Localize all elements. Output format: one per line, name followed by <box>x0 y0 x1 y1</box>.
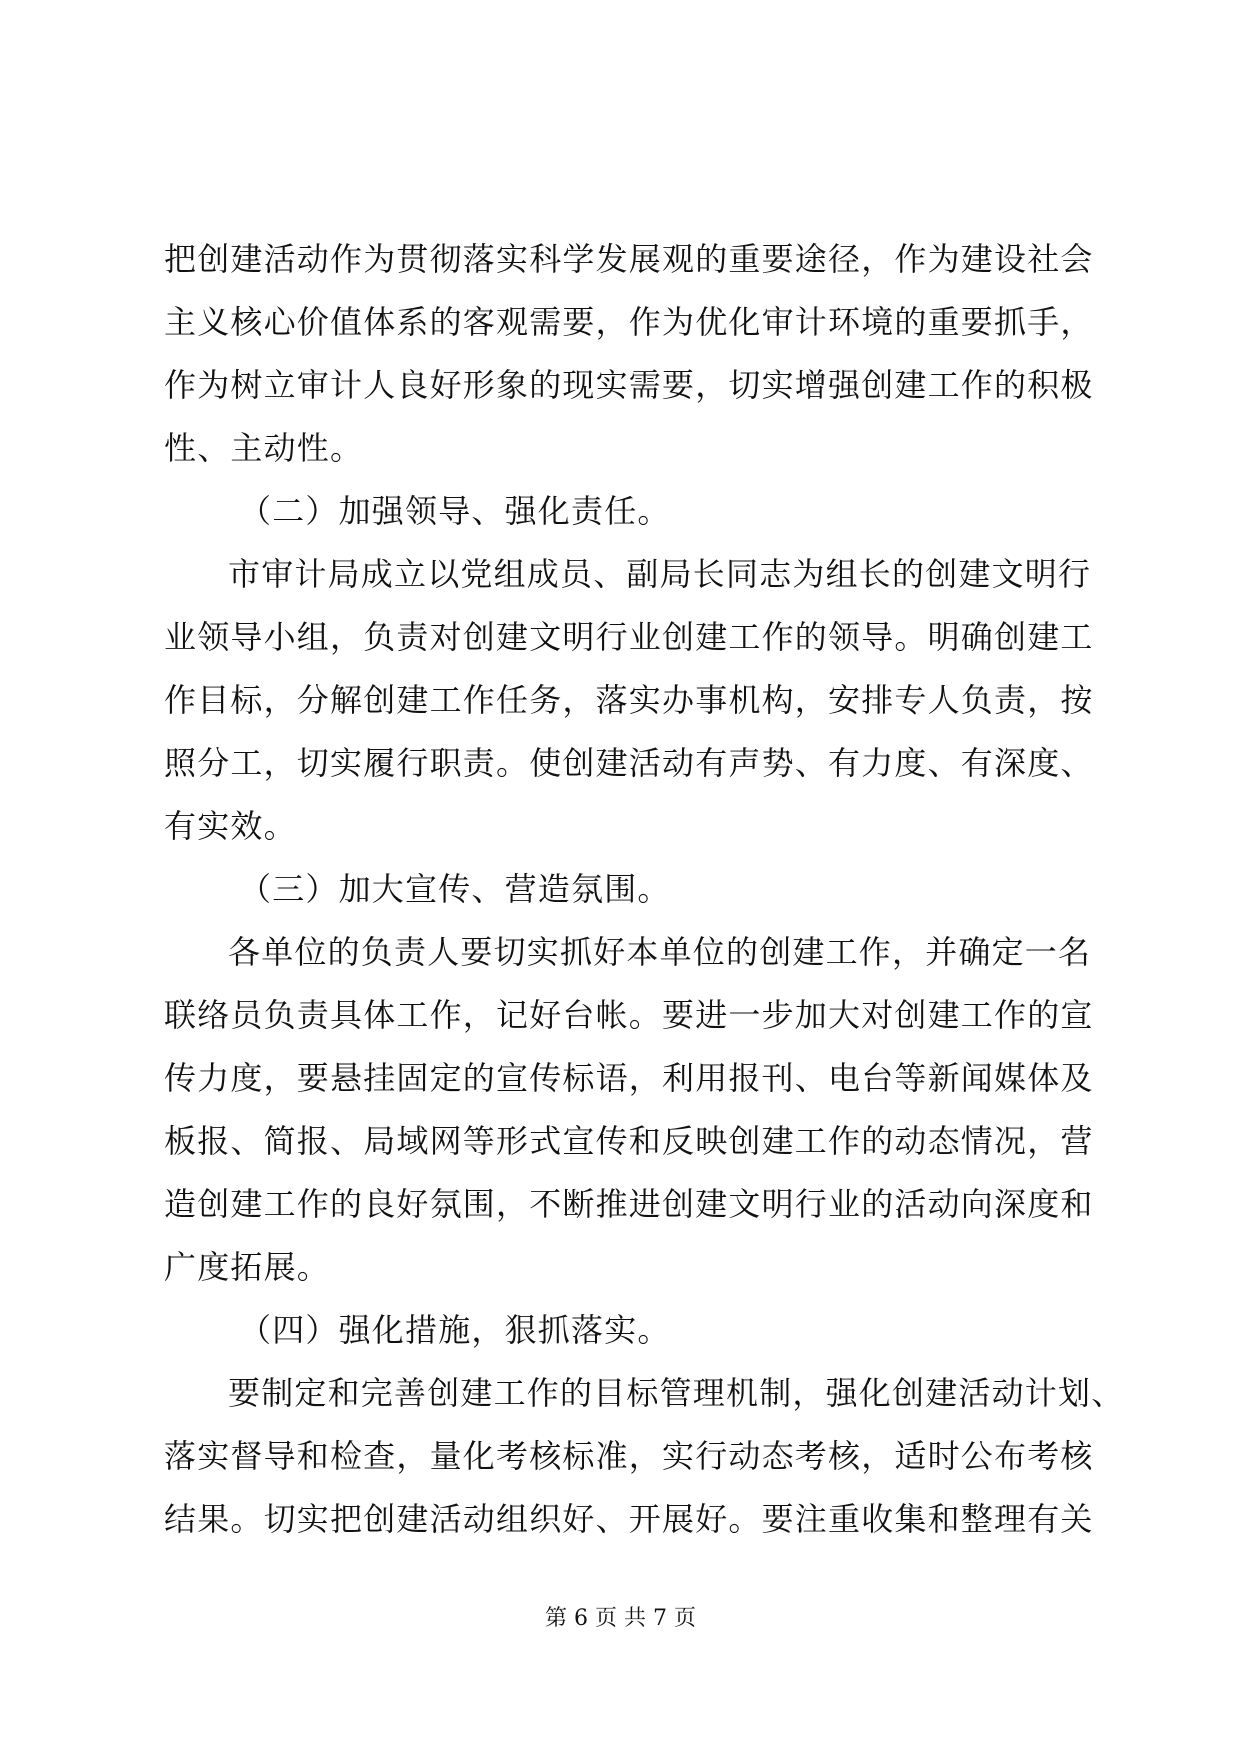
page-footer: 第 6 页 共 7 页 <box>545 1606 696 1631</box>
text-line: 把创建活动作为贯彻落实科学发展观的重要途径，作为建设社会 <box>164 240 1094 278</box>
text-line: 业领导小组，负责对创建文明行业创建工作的领导。明确创建工 <box>164 618 1094 656</box>
text-line: 有实效。 <box>164 807 297 845</box>
text-line: 作为树立审计人良好形象的现实需要，切实增强创建工作的积极 <box>164 366 1094 404</box>
text-line: 照分工，切实履行职责。使创建活动有声势、有力度、有深度、 <box>164 744 1094 782</box>
section-heading: （三）加大宣传、营造氛围。 <box>239 870 671 908</box>
text-line: 广度拓展。 <box>164 1248 331 1286</box>
text-line: 作目标，分解创建工作任务，落实办事机构，安排专人负责，按 <box>164 681 1094 719</box>
text-line: 性、主动性。 <box>164 429 364 467</box>
paragraph-first-line: 要制定和完善创建工作的目标管理机制，强化创建活动计划、 <box>228 1374 1125 1412</box>
text-line: 落实督导和检查，量化考核标准，实行动态考核，适时公布考核 <box>164 1437 1094 1475</box>
section-heading: （四）强化措施，狠抓落实。 <box>239 1311 671 1349</box>
text-line: 联络员负责具体工作，记好台帐。要进一步加大对创建工作的宣 <box>164 996 1094 1034</box>
text-line: 传力度，要悬挂固定的宣传标语，利用报刊、电台等新闻媒体及 <box>164 1059 1094 1097</box>
text-line: 板报、简报、局域网等形式宣传和反映创建工作的动态情况，营 <box>164 1122 1094 1160</box>
body-text <box>164 228 1125 1551</box>
text-line: 主义核心价值体系的客观需要，作为优化审计环境的重要抓手， <box>164 303 1094 341</box>
section-heading: （二）加强领导、强化责任。 <box>239 492 671 530</box>
text-line: 结果。切实把创建活动组织好、开展好。要注重收集和整理有关 <box>164 1500 1094 1538</box>
text-line: 造创建工作的良好氛围，不断推进创建文明行业的活动向深度和 <box>164 1185 1094 1223</box>
paragraph-first-line: 各单位的负责人要切实抓好本单位的创建工作，并确定一名 <box>228 933 1092 971</box>
paragraph-first-line: 市审计局成立以党组成员、副局长同志为组长的创建文明行 <box>228 555 1092 593</box>
